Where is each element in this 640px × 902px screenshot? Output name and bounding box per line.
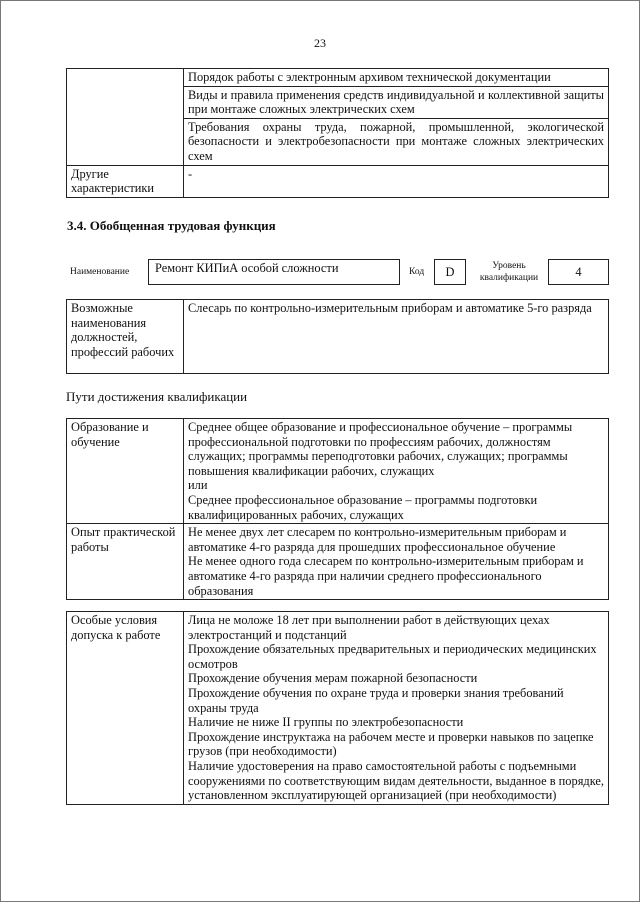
- table-row: [67, 419, 609, 524]
- text-line: Прохождение обязательных предварительных и периодических медицинских осмотров: [188, 642, 597, 671]
- table-row: [67, 69, 609, 87]
- level-label-line: Уровень: [492, 261, 526, 271]
- text-line: Прохождение обучения мерам пожарной безопасности: [188, 671, 478, 686]
- text-line: или: [188, 478, 208, 493]
- text-line: Среднее общее образование и профессиональное обучение – программы профессиональной подготовки по профессиям рабочих, должностям служащих; программы переподготовки рабочих, служащих; программы повышения квалификации рабочих, служащих: [188, 420, 573, 478]
- row-text: [184, 524, 609, 600]
- positions-table: [66, 299, 609, 374]
- text-line: Лица не моложе 18 лет при выполнении работ в действующих цехах электростанций и подстанций: [188, 613, 550, 642]
- row-label: [67, 69, 184, 166]
- page-number: 23: [314, 36, 326, 50]
- code-box: [434, 259, 466, 285]
- row-label: Другие характеристики: [67, 165, 184, 197]
- row-text: -: [184, 165, 609, 197]
- function-name: Ремонт КИПиА особой сложности: [155, 261, 339, 275]
- skills-table: [66, 68, 609, 198]
- text-line: Наличие не ниже II группы по электробезопасности: [188, 715, 464, 730]
- row-text: Слесарь по контрольно-измерительным приборам и автоматике 5-го разряда: [184, 300, 609, 374]
- admission-table: [66, 611, 609, 805]
- row-label: Возможные наименования должностей, профессий рабочих: [67, 300, 184, 374]
- code-label: Код: [409, 267, 425, 277]
- level-label-line: квалификации: [479, 273, 539, 283]
- level-box: [548, 259, 609, 285]
- row-text: [184, 419, 609, 524]
- row-label: Опыт практической работы: [67, 524, 184, 600]
- table-row: [67, 165, 609, 197]
- text-line: Прохождение обучения по охране труда и проверки знания требований охраны труда: [188, 685, 564, 715]
- table-row: [67, 612, 609, 805]
- text-line: Среднее профессиональное образование – программы подготовки квалифицированных рабочих, служащих: [188, 492, 538, 522]
- row-text: Порядок работы с электронным архивом технической документации: [184, 69, 609, 87]
- text-line: Не менее одного года слесарем по контрольно-измерительным приборам и автоматике 4-го разряда при наличии среднего профессионального образования: [188, 554, 584, 598]
- row-text: Виды и правила применения средств индивидуальной и коллективной защиты при монтаже сложных электрических схем: [184, 86, 609, 118]
- table-row: [67, 300, 609, 374]
- row-text: [184, 612, 609, 805]
- code-value: D: [445, 265, 455, 279]
- text-line: Наличие удостоверения на право самостоятельной работы с подъемными сооружениями по соответствующим видам деятельности, выданное в порядке, установленном эксплуатирующей организацией (при необходимости): [188, 758, 605, 803]
- level-label: [474, 260, 544, 284]
- row-text: Требования охраны труда, пожарной, промышленной, экологической безопасности и электробезопасности при монтаже сложных электрических схем: [184, 118, 609, 165]
- qualification-heading: Пути достижения квалификации: [66, 389, 248, 404]
- table-row: [67, 524, 609, 600]
- row-label: Особые условия допуска к работе: [67, 612, 184, 805]
- qualification-table: [66, 418, 609, 600]
- row-label: Образование и обучение: [67, 419, 184, 524]
- function-name-box: [148, 259, 400, 285]
- section-title: 3.4. Обобщенная трудовая функция: [67, 218, 276, 233]
- level-value: 4: [575, 265, 582, 279]
- text-line: Не менее двух лет слесарем по контрольно-измерительным приборам и автоматике 4-го разряда для прошедших профессиональное обучение: [188, 525, 567, 554]
- name-label: Наименование: [70, 267, 130, 277]
- text-line: Прохождение инструктажа на рабочем месте и проверки навыков по зацепке грузов (при необходимости): [188, 729, 594, 759]
